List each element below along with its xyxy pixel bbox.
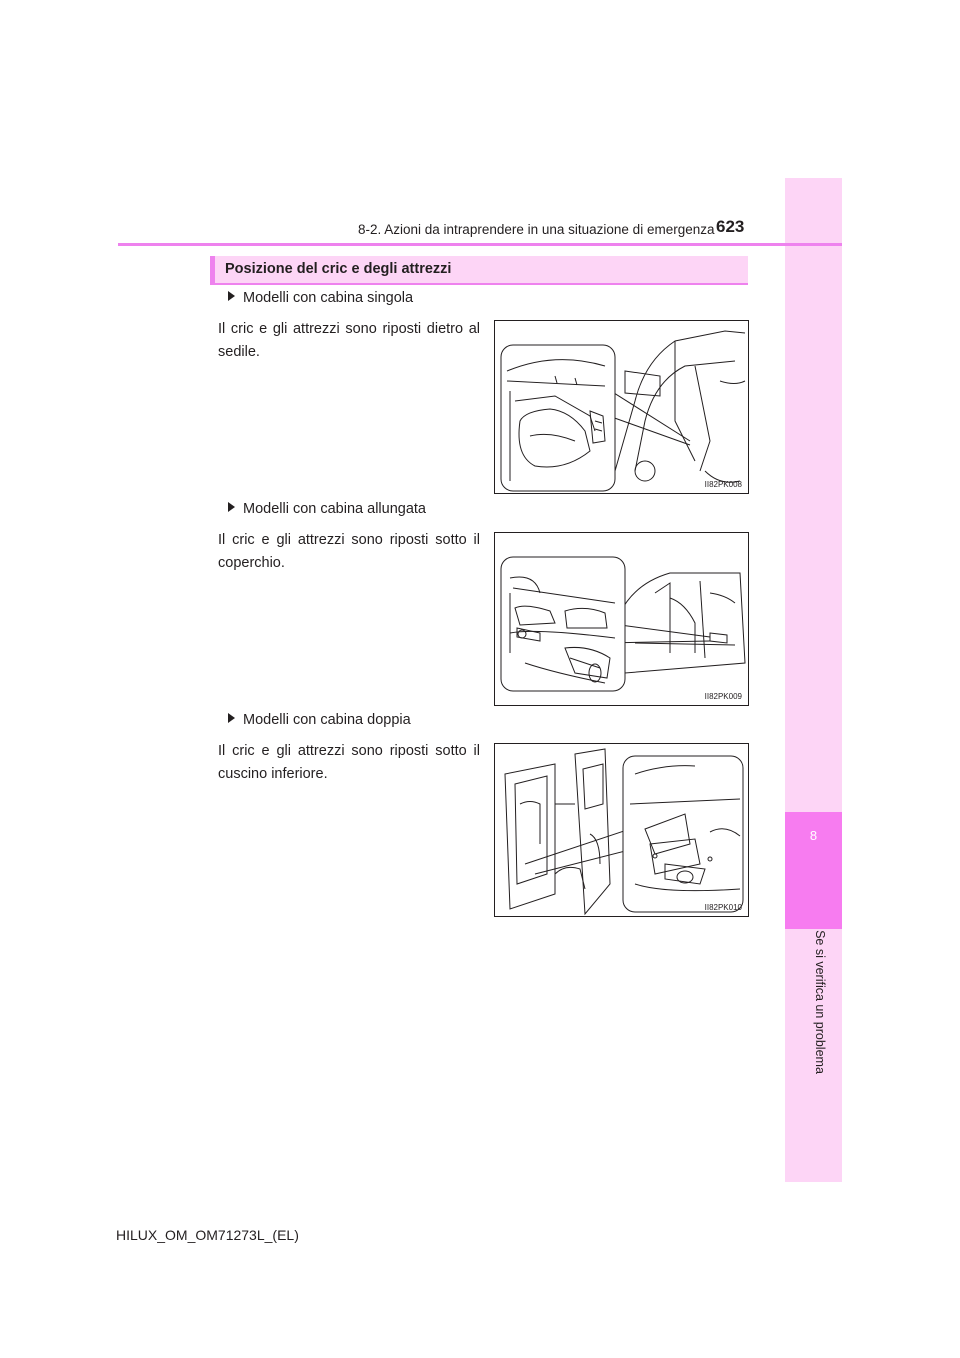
bullet-label: Modelli con cabina singola: [243, 290, 414, 306]
bullet-triangle-icon: [228, 291, 235, 301]
chapter-number: 8: [809, 828, 818, 843]
figure-code: II82PK009: [704, 692, 742, 701]
footer-doc-code: HILUX_OM_OM71273L_(EL): [116, 1227, 299, 1243]
paragraph-double-cab: Il cric e gli attrezzi sono riposti sotto il cuscino inferiore.: [218, 743, 480, 782]
figure-extended-cab: [494, 532, 749, 706]
bullet-triangle-icon: [228, 713, 235, 723]
header-rule: [118, 243, 842, 246]
bullet-label: Modelli con cabina doppia: [243, 712, 411, 728]
section-header: [210, 256, 748, 285]
bullet-double-cab: [228, 712, 411, 728]
paragraph-extended-cab: Il cric e gli attrezzi sono riposti sotto il coperchio.: [218, 532, 480, 571]
section-title: Posizione del cric e degli attrezzi: [225, 261, 452, 277]
bullet-triangle-icon: [228, 502, 235, 512]
figure-code: II82PK008: [704, 480, 742, 489]
jack-under-cover-illustration-icon: [495, 533, 750, 707]
figure-code: II82PK010: [704, 903, 742, 912]
jack-behind-seat-illustration-icon: [495, 321, 750, 495]
header-section-title: 8-2. Azioni da intraprendere in una situazione di emergenza: [358, 222, 715, 237]
section-header-bar: [210, 256, 215, 283]
chapter-label: Se si verifica un problema: [813, 930, 827, 1074]
figure-double-cab: [494, 743, 749, 917]
bullet-label: Modelli con cabina allungata: [243, 501, 426, 517]
jack-under-cushion-illustration-icon: [495, 744, 750, 918]
paragraph-single-cab: Il cric e gli attrezzi sono riposti dietro al sedile.: [218, 321, 480, 360]
figure-single-cab: [494, 320, 749, 494]
bullet-extended-cab: [228, 501, 426, 517]
bullet-single-cab: [228, 290, 413, 306]
page-number: 623: [716, 217, 745, 236]
